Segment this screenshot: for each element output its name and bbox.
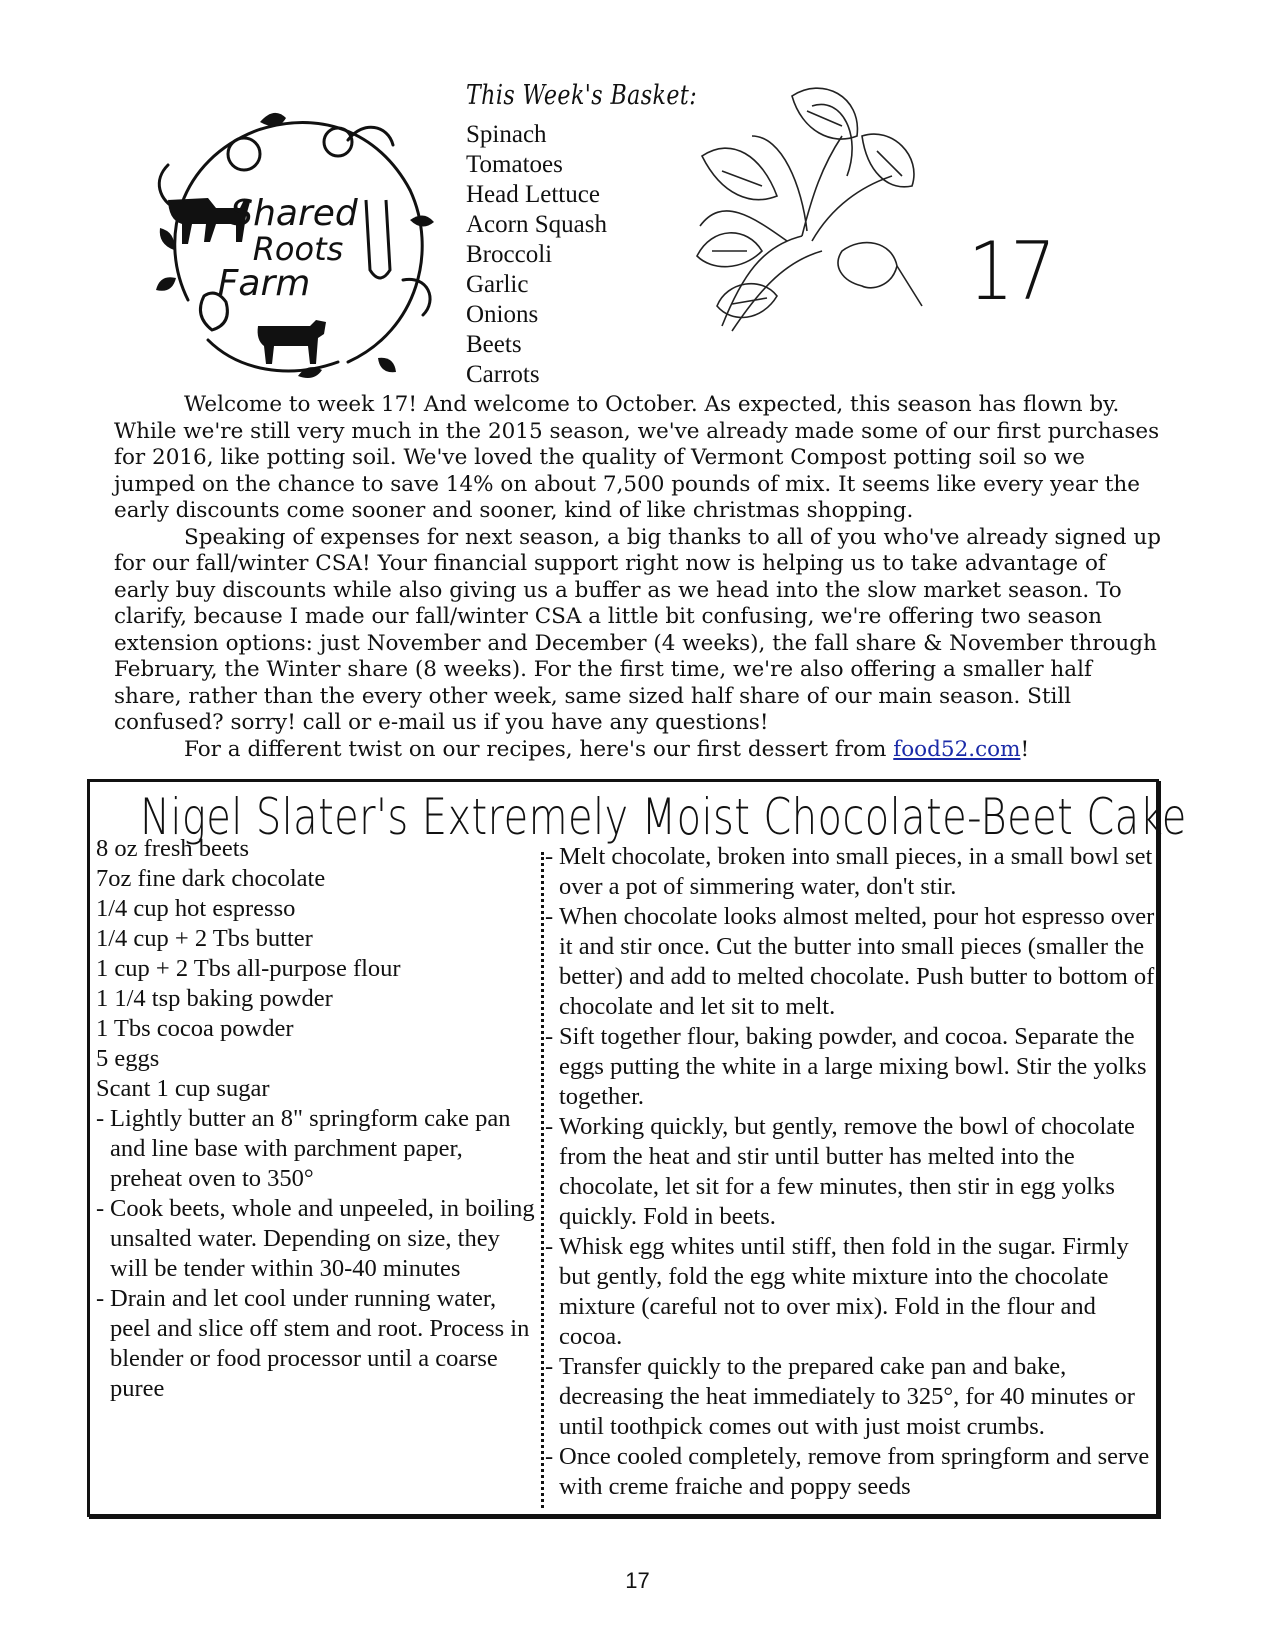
beet-illustration xyxy=(692,76,932,346)
ingredient-item: 5 eggs xyxy=(96,1045,160,1072)
steps-right-column xyxy=(545,842,1155,1502)
recipe-step: - Working quickly, but gently, remove the bowl of chocolate from the heat and stir until butter has melted into the chocolate, let sit for a few minutes, then stir in egg yolks quickly. Fold in beets. xyxy=(545,1112,1155,1232)
logo-text-farm: Farm xyxy=(217,263,311,304)
basket-item: Broccoli xyxy=(466,241,553,268)
recipe-step: - Sift together flour, baking powder, and cocoa. Separate the eggs putting the white in a large mixing bowl. Stir the yolks together. xyxy=(545,1022,1155,1112)
recipe-step: - When chocolate looks almost melted, pour hot espresso over it and stir once. Cut the butter into small pieces (smaller the better) and add to melted chocolate. Push butter to bottom of chocolate and let sit to melt. xyxy=(545,902,1155,1022)
ingredient-item: 8 oz fresh beets xyxy=(96,835,250,862)
intro-p3-text: For a different twist on our recipes, here's our first dessert from xyxy=(184,736,894,762)
basket-item: Acorn Squash xyxy=(466,211,607,238)
basket-item: Beets xyxy=(466,331,522,358)
basket-title: This Week's Basket: xyxy=(466,80,698,111)
recipe-step: - Once cooled completely, remove from springform and serve with creme fraiche and poppy seeds xyxy=(545,1442,1155,1502)
intro-text xyxy=(114,392,1164,763)
logo-text-shared: Shared xyxy=(230,193,358,234)
ingredient-item: 1 1/4 tsp baking powder xyxy=(96,985,333,1012)
recipe-step: - Drain and let cool under running water, peel and slice off stem and root. Process in blender or food processor until a coarse puree xyxy=(96,1284,536,1404)
ingredient-item: 1 cup + 2 Tbs all-purpose flour xyxy=(96,955,401,982)
column-divider xyxy=(541,852,544,1508)
recipe-step: - Transfer quickly to the prepared cake pan and bake, decreasing the heat immediately to 325°, for 40 minutes or until toothpick comes out with just moist crumbs. xyxy=(545,1352,1155,1442)
week-number: 17 xyxy=(968,225,1053,318)
ingredient-item: 1/4 cup + 2 Tbs butter xyxy=(96,925,313,952)
recipe-box xyxy=(87,779,1187,1517)
farm-logo xyxy=(148,100,440,390)
intro-paragraph-3 xyxy=(114,737,1164,764)
basket-item: Spinach xyxy=(466,121,547,148)
basket-item: Carrots xyxy=(466,361,540,388)
intro-p3-end: ! xyxy=(1020,736,1030,762)
logo-text-roots: Roots xyxy=(252,230,344,268)
basket-item: Onions xyxy=(466,301,539,328)
recipe-step: - Whisk egg whites until stiff, then fold in the sugar. Firmly but gently, fold the egg white mixture into the chocolate mixture (careful not to over mix). Fold in the flour and cocoa. xyxy=(545,1232,1155,1352)
recipe-step: - Lightly butter an 8" springform cake pan and line base with parchment paper, preheat oven to 350° xyxy=(96,1104,536,1194)
intro-paragraph-2: Speaking of expenses for next season, a big thanks to all of you who've already signed up for our fall/winter CSA! Your financial support right now is helping us to take advantage of early buy discounts while also giving us a buffer as we head into the slow market season. To clarify, because I made our fall/winter CSA a little bit confusing, we're offering two season extension options: just November and December (4 weeks), the fall share & November through February, the Winter share (8 weeks). For the first time, we're also offering a smaller half share, rather than the every other week, same sized half share of our main season. Still confused? sorry! call or e-mail us if you have any questions! xyxy=(114,524,1161,735)
recipe-step: - Cook beets, whole and unpeeled, in boiling unsalted water. Depending on size, they will be tender within 30-40 minutes xyxy=(96,1194,536,1284)
ingredient-item: 1 Tbs cocoa powder xyxy=(96,1015,294,1042)
basket-list xyxy=(466,120,607,390)
page-number: 17 xyxy=(625,1568,650,1593)
ingredient-item: 7oz fine dark chocolate xyxy=(96,865,326,892)
food52-link[interactable]: food52.com xyxy=(893,736,1021,762)
ingredient-item: Scant 1 cup sugar xyxy=(96,1075,270,1102)
ingredient-item: 1/4 cup hot espresso xyxy=(96,895,296,922)
basket-item: Garlic xyxy=(466,271,529,298)
steps-left-column xyxy=(96,1104,536,1404)
recipe-step: - Melt chocolate, broken into small pieces, in a small bowl set over a pot of simmering water, don't stir. xyxy=(545,842,1155,902)
basket-item: Head Lettuce xyxy=(466,181,600,208)
basket-item: Tomatoes xyxy=(466,151,563,178)
intro-paragraph-1: Welcome to week 17! And welcome to October. As expected, this season has flown by. While we're still very much in the 2015 season, we've already made some of our first purchases for 2016, like potting soil. We've loved the quality of Vermont Compost potting soil so we jumped on the chance to save 14% on about 7,500 pounds of mix. It seems like every year the early discounts come sooner and sooner, kind of like christmas shopping. xyxy=(114,392,1160,523)
ingredient-list xyxy=(96,834,401,1104)
recipe-title-text: Nigel Slater's Extremely Moist Chocolate-Beet Cake xyxy=(140,788,1187,846)
